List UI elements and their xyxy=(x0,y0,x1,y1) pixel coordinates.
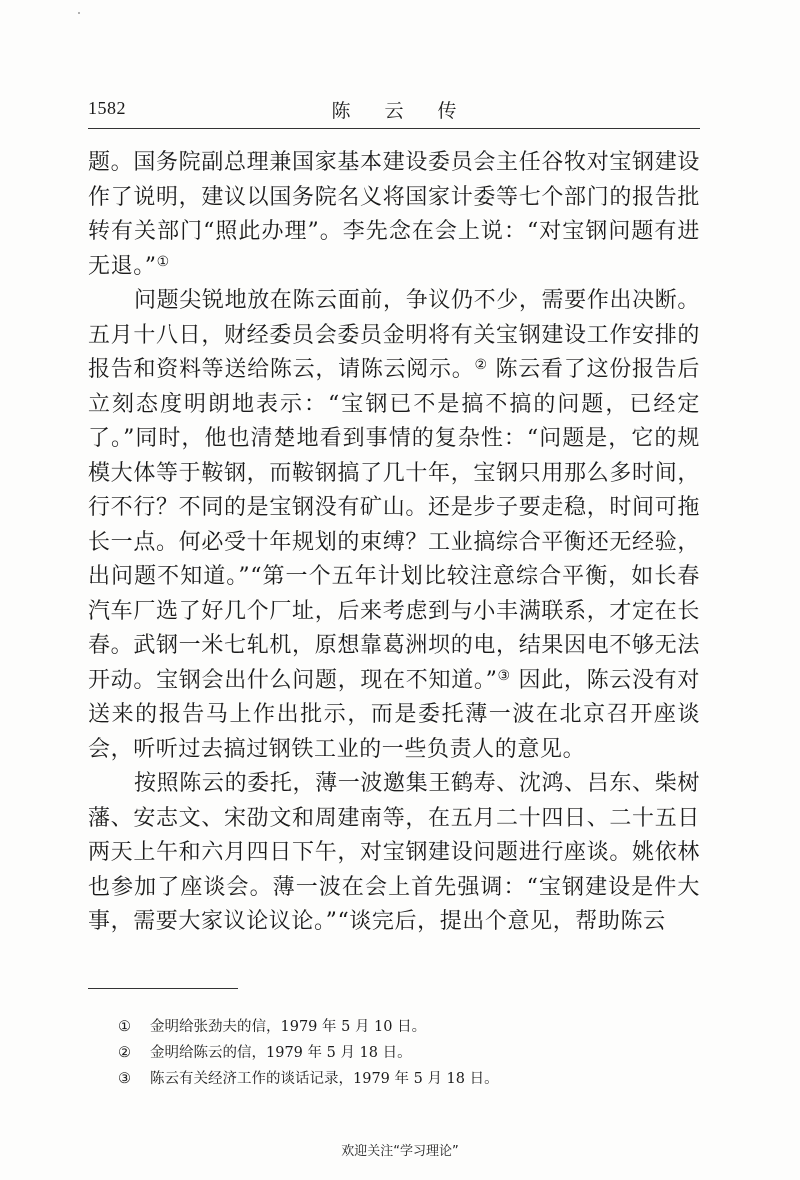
footnote-text: 金明给张劲夫的信，1979 年 5 月 10 日。 xyxy=(150,1019,427,1035)
paragraph xyxy=(88,284,700,767)
footnote-mark: ② xyxy=(118,1045,131,1061)
scan-speck xyxy=(78,12,80,14)
footnote-text: 陈云有关经济工作的谈话记录，1979 年 5 月 18 日。 xyxy=(150,1071,499,1087)
footnote-mark: ③ xyxy=(118,1071,131,1087)
watermark-caption: 欢迎关注“学习理论” xyxy=(341,1144,459,1159)
footnote-ref-1: ① xyxy=(156,253,170,270)
paragraph-text: 因此，陈云没有对送来的报告马上作出批示，而是委托薄一波在北京召开座谈会，听听过去搞过钢铁工业的一些负责人的意见。 xyxy=(88,667,700,762)
body-text xyxy=(88,146,700,940)
running-title: 陈 云 传 xyxy=(331,100,471,122)
paragraph-continued xyxy=(88,146,700,284)
footnotes xyxy=(118,1014,678,1092)
footnote-text: 金明给陈云的信，1979 年 5 月 18 日。 xyxy=(150,1045,412,1061)
footnote-ref-2: ② xyxy=(474,357,488,373)
footnote-ref-3: ③ xyxy=(497,667,511,684)
paragraph-text: 问题尖锐地放在陈云面前，争议仍不少，需要作出决断。五月十八日，财经委员会委员金明将有关宝钢建设工作安排的报告和资料等送给陈云，请陈云阅示。 xyxy=(88,288,700,382)
paragraph xyxy=(88,767,700,940)
footnote xyxy=(118,1014,678,1040)
header-rule xyxy=(88,128,700,129)
footnote xyxy=(118,1040,678,1066)
footnote-mark: ① xyxy=(118,1019,131,1035)
paragraph-text: 陈云看了这份报告后立刻态度明朗地表示：“宝钢已不是搞不搞的问题，已经定了。”同时，他也清楚地看到事情的复杂性：“问题是，它的规模大体等于鞍钢，而鞍钢搞了几十年，宝钢只用那么多时间，行不行？不同的是宝钢没有矿山。还是步子要走稳，时间可拖长一点。何必受十年规划的束缚？工业搞综合平衡还无经验，出问题不知道。”“第一个五年计划比较注意综合平衡，如长春汽车厂选了好几个厂址，后来考虑到与小丰满联系，才定在长春。武钢一米七轧机，原想靠葛洲坝的电，结果因电不够无法开动。宝钢会出什么问题，现在不知道。” xyxy=(88,357,701,693)
page-header xyxy=(88,96,700,126)
footnote xyxy=(118,1066,678,1092)
paragraph-text: 按照陈云的委托，薄一波邀集王鹤寿、沈鸿、吕东、柴树藩、安志文、宋劭文和周建南等，在五月二十四日、二十五日两天上午和六月四日下午，对宝钢建设问题进行座谈。姚依林也参加了座谈会。薄一波在会上首先强调：“宝钢建设是件大事，需要大家议论议论。”“谈完后，提出个意见，帮助陈云 xyxy=(88,771,700,934)
page-number: 1582 xyxy=(88,98,126,118)
paragraph-text: 题。国务院副总理兼国家基本建设委员会主任谷牧对宝钢建设作了说明，建议以国务院名义将国家计委等七个部门的报告批转有关部门“照此办理”。李先念在会上说：“对宝钢问题有进无退。” xyxy=(88,150,700,279)
footnote-rule xyxy=(88,988,238,989)
